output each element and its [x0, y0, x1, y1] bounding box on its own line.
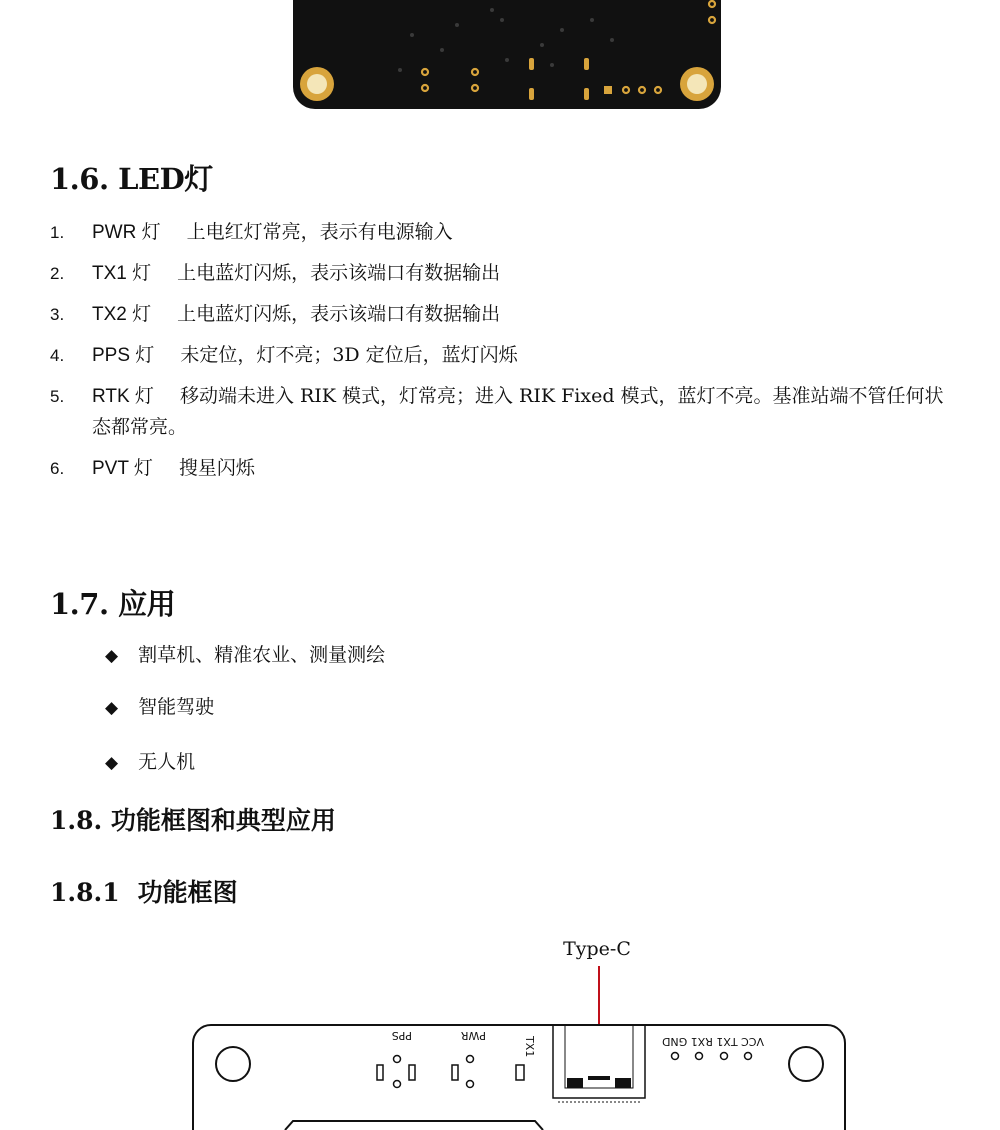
list-number: 4. [50, 346, 65, 365]
pps-label: PPS [391, 1029, 412, 1042]
diamond-icon: ◆ [105, 753, 119, 773]
type-c-label: Type-C [563, 938, 631, 960]
tx1-label: TX1 [523, 1036, 536, 1058]
list-number: 2. [50, 264, 65, 283]
header-labels: VCC TX1 RX1 GND [661, 1035, 764, 1048]
led-label: PPS 灯 [92, 345, 155, 366]
led-label: PWR 灯 [92, 222, 161, 243]
led-label: RTK 灯 [92, 386, 154, 407]
list-item [50, 340, 955, 371]
section-app-heading: 1.7. 应用 [50, 587, 176, 621]
section-block-heading: 1.8. 功能框图和典型应用 [50, 806, 336, 835]
subsection-number: 1.8.1 [50, 878, 120, 907]
list-item [50, 381, 955, 443]
led-label: TX1 灯 [92, 263, 152, 284]
bullet-item: ◆ 无人机 [105, 751, 196, 773]
list-item [50, 258, 955, 289]
pwr-label: PWR [460, 1029, 486, 1042]
subsection-heading [50, 873, 238, 909]
led-description: 上电蓝灯闪烁，表示该端口有数据输出 [177, 303, 501, 325]
list-number: 6. [50, 459, 65, 478]
list-number: 5. [50, 387, 65, 406]
section-led-heading: 1.6. LED灯 [50, 162, 213, 196]
led-label: PVT 灯 [92, 458, 153, 479]
list-item [50, 217, 955, 248]
list-item [50, 299, 955, 330]
led-description: 移动端未进入 RIK 模式，灯常亮；进入 RIK Fixed 模式，蓝灯不亮。基准站端不管任何状态都常亮。 [92, 385, 944, 438]
diamond-icon: ◆ [105, 646, 119, 666]
block-diagram [190, 930, 850, 1130]
led-description: 搜星闪烁 [178, 457, 255, 479]
subsection-title: 功能框图 [137, 878, 238, 907]
led-description: 上电蓝灯闪烁，表示该端口有数据输出 [177, 262, 501, 284]
bullet-item: ◆ 智能驾驶 [105, 696, 215, 718]
list-item [50, 453, 955, 484]
led-description: 未定位，灯不亮；3D 定位后，蓝灯闪烁 [180, 344, 518, 366]
led-description: 上电红灯常亮，表示有电源输入 [186, 221, 453, 243]
list-number: 1. [50, 223, 65, 242]
list-number: 3. [50, 305, 65, 324]
led-label: TX2 灯 [92, 304, 152, 325]
diamond-icon: ◆ [105, 698, 119, 718]
bullet-item: ◆ 割草机、精准农业、测量测绘 [105, 644, 386, 666]
pcb-board-image [292, 0, 722, 110]
